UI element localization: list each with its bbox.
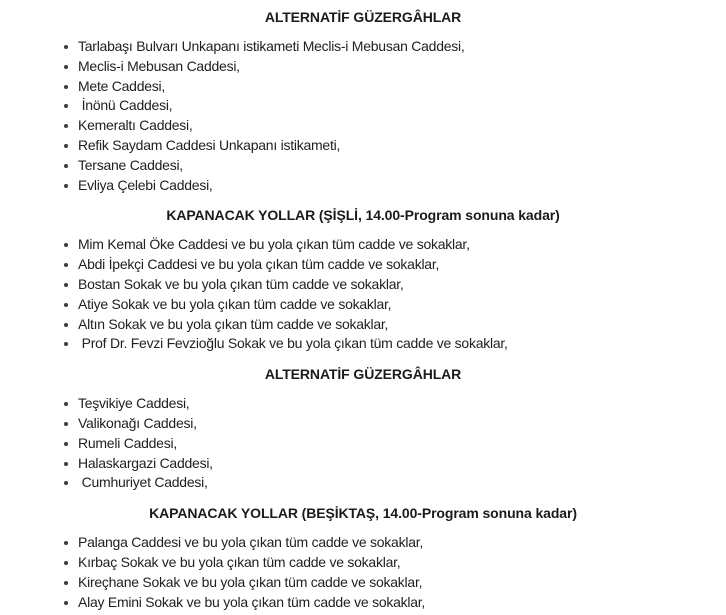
list-item: Kemeraltı Caddesi, [78,116,726,136]
list-item: Valikonağı Caddesi, [78,414,726,434]
road-list [0,37,726,195]
list-item: Kırbaç Sokak ve bu yola çıkan tüm cadde ve sokaklar, [78,553,726,573]
section-heading: KAPANACAK YOLLAR (ŞİŞLİ, 14.00-Program sonuna kadar) [166,207,560,224]
list-item: Kireçhane Sokak ve bu yola çıkan tüm cadde ve sokaklar, [78,573,726,593]
road-list [0,533,726,612]
list-item: Tersane Caddesi, [78,156,726,176]
list-item: Refik Saydam Caddesi Unkapanı istikameti, [78,136,726,156]
section-alternative-routes-2 [0,364,726,493]
list-item: Tarlabaşı Bulvarı Unkapanı istikameti Meclis-i Mebusan Caddesi, [78,37,726,57]
road-list [0,394,726,493]
list-item: Alay Emini Sokak ve bu yola çıkan tüm cadde ve sokaklar, [78,593,726,613]
section-closed-roads-sisli [0,205,726,354]
list-item: Meclis-i Mebusan Caddesi, [78,57,726,77]
list-item: Prof Dr. Fevzi Fevzioğlu Sokak ve bu yola çıkan tüm cadde ve sokaklar, [78,334,726,354]
section-heading: ALTERNATİF GÜZERGÂHLAR [264,366,462,383]
section-heading: ALTERNATİF GÜZERGÂHLAR [264,9,462,25]
section-heading: KAPANACAK YOLLAR (BEŞİKTAŞ, 14.00-Program sonuna kadar) [149,505,577,522]
list-item: Altın Sokak ve bu yola çıkan tüm cadde ve sokaklar, [78,315,726,335]
list-item: Rumeli Caddesi, [78,434,726,454]
section-closed-roads-besiktas [0,503,726,612]
list-item: Mete Caddesi, [78,77,726,97]
list-item: Atiye Sokak ve bu yola çıkan tüm cadde ve sokaklar, [78,295,726,315]
list-item: Mim Kemal Öke Caddesi ve bu yola çıkan tüm cadde ve sokaklar, [78,235,726,255]
list-item: Teşvikiye Caddesi, [78,394,726,414]
list-item: Palanga Caddesi ve bu yola çıkan tüm cadde ve sokaklar, [78,533,726,553]
list-item: Cumhuriyet Caddesi, [78,473,726,493]
list-item: İnönü Caddesi, [78,96,726,116]
list-item: Bostan Sokak ve bu yola çıkan tüm cadde ve sokaklar, [78,275,726,295]
road-list [0,235,726,354]
section-alternative-routes-1 [0,7,726,195]
list-item: Halaskargazi Caddesi, [78,454,726,474]
list-item: Abdi İpekçi Caddesi ve bu yola çıkan tüm cadde ve sokaklar, [78,255,726,275]
list-item: Evliya Çelebi Caddesi, [78,176,726,196]
